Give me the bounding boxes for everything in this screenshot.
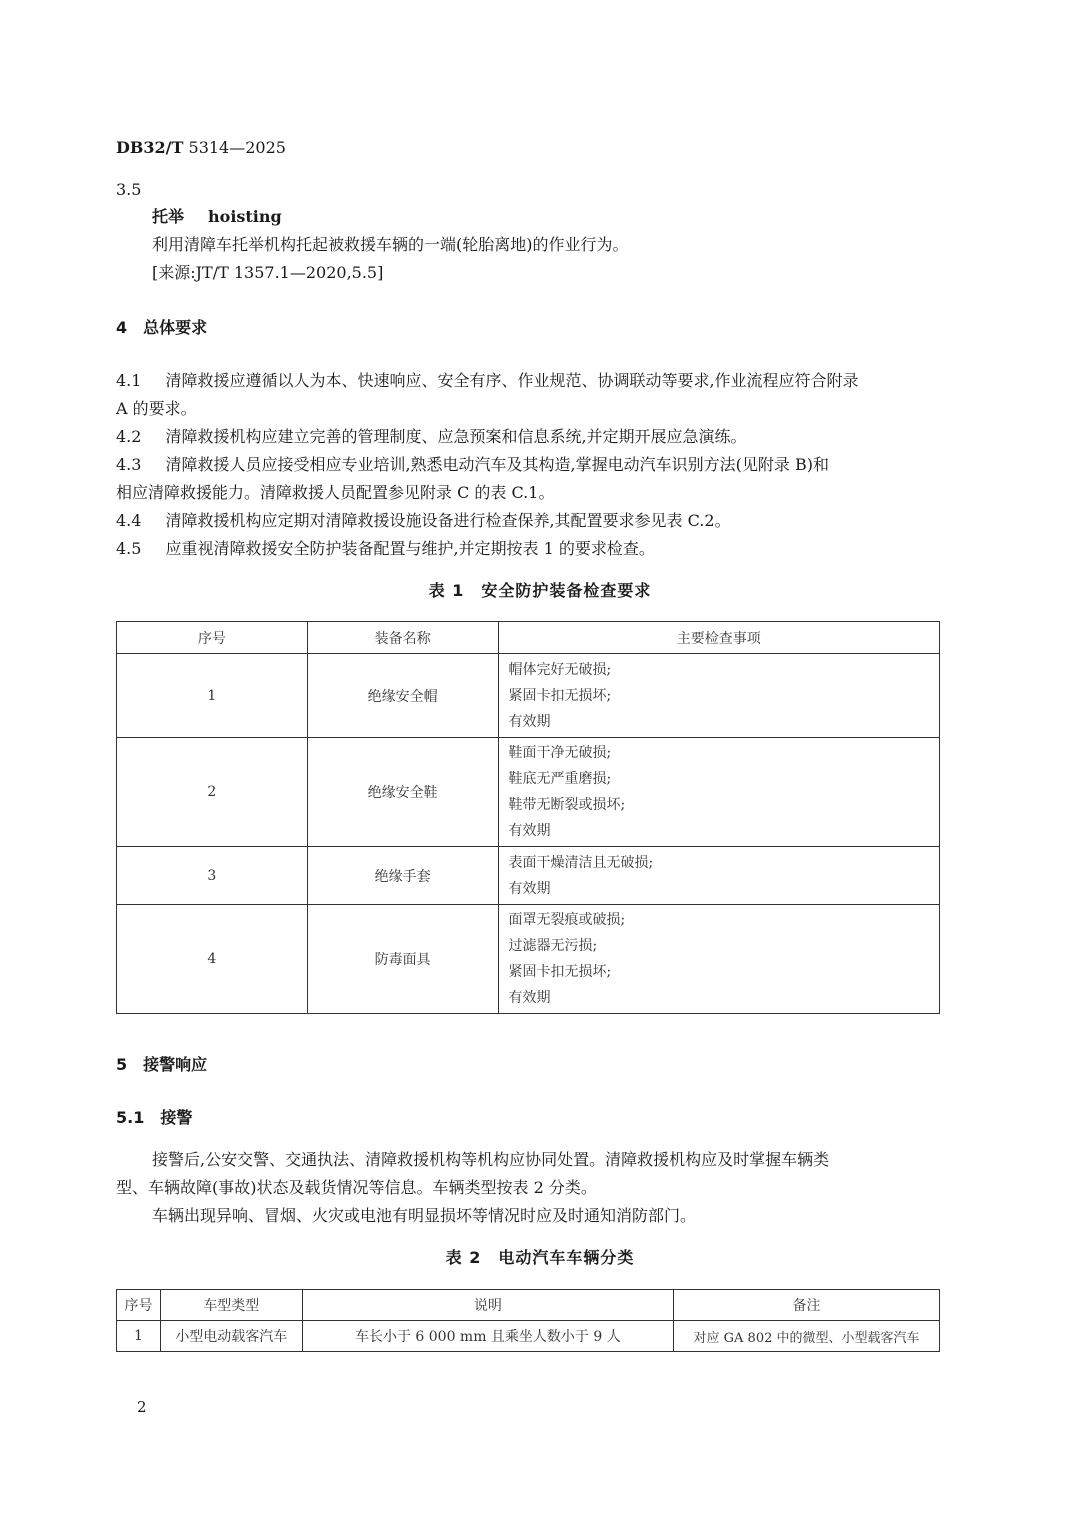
term-source: [来源:JT/T 1357.1—2020,5.5]: [152, 263, 384, 282]
clause-4-3-continuation: 相应清障救援能力。清障救援人员配置参见附录 C 的表 C.1。: [116, 483, 555, 502]
clause-4-3-number: 4.3: [116, 455, 142, 474]
table-1-header-name: 装备名称: [307, 622, 498, 654]
clause-number-3-5: 3.5: [116, 180, 142, 199]
clause-4-5-number: 4.5: [116, 539, 142, 558]
clause-5-1-title: 5.1 接警: [116, 1108, 193, 1127]
table-2: [116, 1289, 940, 1352]
check-item: 帽体完好无破损;: [508, 661, 612, 678]
check-item: 面罩无裂痕或破损;: [508, 912, 626, 928]
table-2-caption: 表 2 电动汽车车辆分类: [445, 1248, 635, 1267]
row-number: 2: [117, 738, 308, 847]
clause-4-3-text: 清障救援人员应接受相应专业培训,熟悉电动汽车及其构造,掌握电动汽车识别方法(见附录 B)和: [165, 455, 829, 474]
clause-4-2-text: 清障救援机构应建立完善的管理制度、应急预案和信息系统,并定期开展应急演练。: [165, 427, 747, 446]
table-row: [117, 738, 940, 847]
vehicle-description: 车长小于 6 000 mm 且乘坐人数小于 9 人: [302, 1321, 673, 1352]
check-item: 有效期: [508, 990, 551, 1006]
check-item: 紧固卡扣无损坏;: [508, 964, 612, 980]
clause-4-5-text: 应重视清障救援安全防护装备配置与维护,并定期按表 1 的要求检查。: [165, 539, 655, 558]
clause-4-1: [116, 367, 859, 395]
section-5-title: 5 接警响应: [116, 1055, 208, 1074]
table-row: [117, 654, 940, 738]
table-1-caption: 表 1 安全防护装备检查要求: [428, 581, 652, 600]
clause-4-4: [116, 507, 731, 535]
term-definition: 利用清障车托举机构托起被救援车辆的一端(轮胎离地)的作业行为。: [152, 235, 629, 254]
table-1-header-row: [117, 622, 940, 654]
check-item: 有效期: [508, 880, 551, 897]
table-1-header-no: 序号: [117, 622, 308, 654]
table-2-header-type: 车型类型: [160, 1290, 302, 1321]
check-items: [498, 905, 939, 1014]
row-number: 3: [117, 847, 308, 905]
table-1-header-items: 主要检查事项: [498, 622, 939, 654]
check-item: 有效期: [508, 713, 551, 730]
term-title: [152, 203, 282, 231]
table-2-header-row: [117, 1290, 940, 1321]
term-chinese: 托举: [152, 207, 185, 226]
check-item: 鞋带无断裂或损坏;: [508, 797, 626, 813]
table-row: [117, 1321, 940, 1352]
clause-5-1-paragraph-1-continuation: 型、车辆故障(事故)状态及载货情况等信息。车辆类型按表 2 分类。: [116, 1178, 597, 1197]
table-row: [117, 847, 940, 905]
equipment-name: 防毒面具: [307, 905, 498, 1014]
clause-4-2-number: 4.2: [116, 427, 142, 446]
equipment-name: 绝缘安全鞋: [307, 738, 498, 847]
table-2-header-note: 备注: [674, 1290, 940, 1321]
clause-5-1-paragraph-1: 接警后,公安交警、交通执法、清障救援机构等机构应协同处置。清障救援机构应及时掌握车辆类: [152, 1150, 830, 1169]
clause-4-1-number: 4.1: [116, 371, 142, 390]
check-item: 有效期: [508, 823, 551, 839]
page-number: 2: [137, 1398, 147, 1416]
section-4-title: 4 总体要求: [116, 318, 208, 337]
vehicle-type: 小型电动载客汽车: [160, 1321, 302, 1352]
vehicle-note: 对应 GA 802 中的微型、小型载客汽车: [674, 1321, 940, 1352]
check-items: [498, 847, 939, 905]
clause-4-4-number: 4.4: [116, 511, 142, 530]
clause-4-5: [116, 535, 655, 563]
term-english: hoisting: [208, 207, 282, 226]
row-number: 1: [117, 1321, 161, 1352]
check-item: 过滤器无污损;: [508, 938, 598, 954]
document-code: DB32/T 5314—2025: [116, 138, 286, 157]
check-items: [498, 654, 939, 738]
check-item: 表面干燥清洁且无破损;: [508, 854, 654, 871]
row-number: 1: [117, 654, 308, 738]
table-1: [116, 621, 940, 1014]
clause-4-4-text: 清障救援机构应定期对清障救援设施设备进行检查保养,其配置要求参见表 C.2。: [165, 511, 731, 530]
clause-4-2: [116, 423, 747, 451]
row-number: 4: [117, 905, 308, 1014]
equipment-name: 绝缘安全帽: [307, 654, 498, 738]
check-items: [498, 738, 939, 847]
equipment-name: 绝缘手套: [307, 847, 498, 905]
clause-4-1-text: 清障救援应遵循以人为本、快速响应、安全有序、作业规范、协调联动等要求,作业流程应符合附录: [165, 371, 859, 390]
check-item: 鞋底无严重磨损;: [508, 771, 612, 787]
check-item: 紧固卡扣无损坏;: [508, 687, 612, 704]
clause-4-3: [116, 451, 829, 479]
clause-4-1-continuation: A 的要求。: [116, 399, 197, 418]
table-2-header-no: 序号: [117, 1290, 161, 1321]
clause-5-1-paragraph-2: 车辆出现异响、冒烟、火灾或电池有明显损坏等情况时应及时通知消防部门。: [152, 1206, 697, 1225]
table-2-header-desc: 说明: [302, 1290, 673, 1321]
check-item: 鞋面干净无破损;: [508, 745, 612, 761]
table-row: [117, 905, 940, 1014]
